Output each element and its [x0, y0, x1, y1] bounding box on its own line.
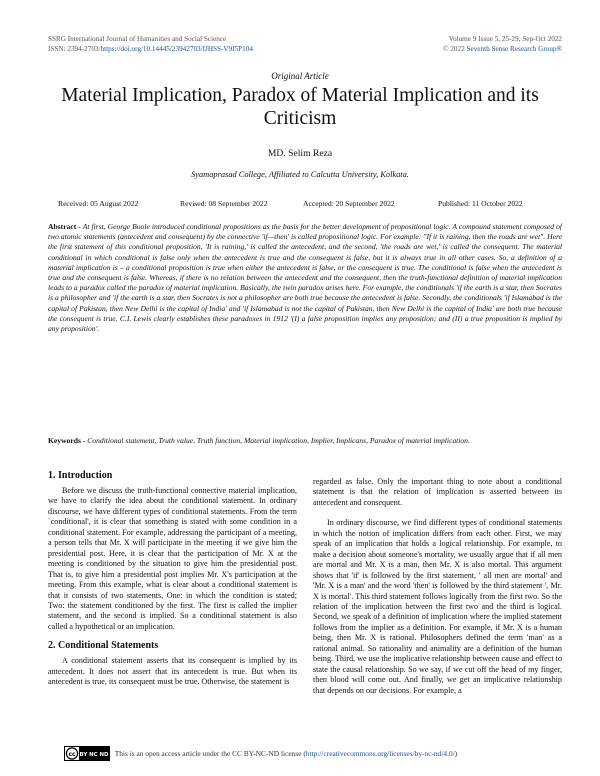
section-heading-introduction: 1. Introduction — [48, 470, 113, 481]
right-column — [313, 477, 562, 696]
article-type: Original Article — [271, 71, 329, 81]
intro-paragraph: Before we discuss the truth-functional connective material implication, we have to clarify the idea about the conditional statement. In ordinary discourse, we have different types of conditional statements. From the term `conditional', it is clear that something is stated with some condition in a conditional statement. For example, addressing the participant of a meeting, a person tells that Mr. X will participate in the meeting if we give him the presidential post. Here, it is clear that the participation of Mr. X at the meeting is conditioned by the situation to give him the presidential post. That is, to give him a presidential post implies Mr. X's participation at the meeting. From this example, what is clear about a conditional statement is that it consists of two statements, One: in which the condition is stated; Two: the statement conditioned by the first. The first is called the implier statement, and the second is implied. So a conditional statement is also called a hypothetical or an implication. — [48, 486, 297, 631]
left-column — [48, 470, 297, 688]
abstract-label: Abstract — [48, 222, 77, 231]
published-date: Published: 11 October 2022 — [438, 199, 523, 208]
journal-header-left — [48, 34, 253, 54]
keywords — [48, 436, 562, 446]
received-date: Received: 05 August 2022 — [58, 199, 139, 208]
publisher-link[interactable]: Seventh Sense Research Group® — [466, 45, 562, 53]
section-heading-conditional-statements: 2. Conditional Statements — [48, 640, 159, 652]
article-title: Material Implication, Paradox of Material Implication and its Criticism — [61, 85, 539, 129]
ordinary-discourse-paragraph: In ordinary discourse, we find different types of conditional statements in which the notion of implication differs from each other. First, we may speak of an implication that holds a logical relationship. For example, to make a decision about someone's mortality, we usually argue that if all men are mortal and Mr. X is a man, then Mr. X is also mortal. This argument shows that 'if' is followed by the first statement, ' all men are mortal' and 'Mr. X is a man' and the word 'then' is followed by the third statement ', Mr. X is mortal'. This third statement follows logically from the first two. So the relation of the implication between the first two and the third is logical. Second, we speak of a definition of implication where the implied statement follows from the implier as a definition. For example, if Mr. X is a human being, then Mr. X is rational. Philosophers defined the term 'man' as a rational animal. So rationality and animality are a definition of the human being. Third, we use the implicative relationship between cause and effect to state the causal relationship. So we say, if we cut off the head of my finger, then blood will come out. And finally, we get an implicative relationship that depends on our decisions. For example, a — [313, 518, 563, 695]
svg-text:cc: cc — [68, 751, 76, 758]
keywords-label: Keywords — [48, 436, 81, 445]
conditional-paragraph: A conditional statement asserts that its consequent is implied by its antecedent. It does not assert that its antecedent is true. But when its antecedent is true, its consequent must be true. Otherwise, the statement is — [48, 656, 297, 687]
cc-badge-text: BY NC ND — [79, 752, 109, 758]
accepted-date: Accepted: 20 September 2022 — [303, 199, 395, 208]
license-link[interactable]: http://creativecommons.org/licenses/by-nc-nd/4.0/ — [305, 749, 455, 759]
journal-name: SSRG International Journal of Humanities and Social Science — [48, 35, 227, 43]
license-footer: cc BY NC ND This is an open access article under the CC BY-NC-ND license (http://creativecommons.org/licenses/by-nc-nd/4.0/) — [64, 746, 457, 763]
cc-license-icon — [64, 746, 110, 763]
issn: ISSN: 2394-2703 — [48, 45, 99, 53]
journal-header-right — [443, 34, 562, 54]
volume-issue: Volume 9 Issue 5, 25-29, Sep-Oct 2022 — [448, 35, 562, 43]
keywords-text: - Conditional statement, Truth value, Truth function, Material implication, Implier, Implicans, Paradox of material implication. — [80, 436, 470, 445]
issn-doi-line: ISSN: 2394-2703/https://doi.org/10.14445/23942703/IJHSS-V9I5P104 — [48, 45, 253, 53]
abstract-text: - At first, George Boole introduced conditional propositions as the basis for the better development of propositional logic. A compound statement composed of two atomic statements (antecedent and consequent) by the connective 'if—then' is called propositional logic. For example: "If it is raining, then the roads are wet". Here the first statement of this conditional proposition, 'It is raining,' is called the antecedent, and the second, 'the roads are wet,' is called the consequent. The material conditional in which conditional is false only when the antecedent is true and the consequent is false, but it is always true in all other cases. So, a definition of a material implication is – a conditional proposition is true when either the antecedent is false, or the consequent is true. The conditional is false when the antecedent is true and the consequent is false. Whereas, if there is no relation between the antecedent and the consequent, then the truth-functional definition of material implication leads to a paradox called the paradox of material implication. Basically, the twin paradox arises here. For example, the conditionals 'if the earth is a star, then Socrates is a philosopher and 'if the earth is a star, then Socrates is not a philosopher are both true because the antecedent is false. Secondly, the conditionals 'if Islamabad is the capital of Pakistan, then New Delhi is the capital of India' and 'if Islamabad is not the capital of Pakistan, then New Delhi is the capital of India' are both true because the consequent is true. C.I. Lewis clearly establishes these paradoxes in 1912 '(I) a false proposition implies any proposition; and (II) a true proposition is implied by any proposition'. — [48, 222, 562, 334]
doi-link[interactable]: https://doi.org/10.14445/23942703/IJHSS-V9I5P104 — [100, 45, 253, 53]
continued-paragraph: regarded as false. Only the important thing to note about a conditional statement is that the relation of implication is asserted between its antecedent and consequent. — [313, 477, 562, 507]
copyright-line: © 2022 Seventh Sense Research Group® — [443, 45, 562, 53]
author-name: MD. Selim Reza — [267, 148, 333, 159]
revised-date: Revised: 08 September 2022 — [180, 199, 268, 208]
author-affiliation: Syamaprasad College, Affiliated to Calcutta University, Kolkata. — [191, 170, 409, 179]
abstract — [48, 222, 562, 334]
license-text: This is an open access article under the CC BY-NC-ND license ( — [114, 749, 306, 759]
